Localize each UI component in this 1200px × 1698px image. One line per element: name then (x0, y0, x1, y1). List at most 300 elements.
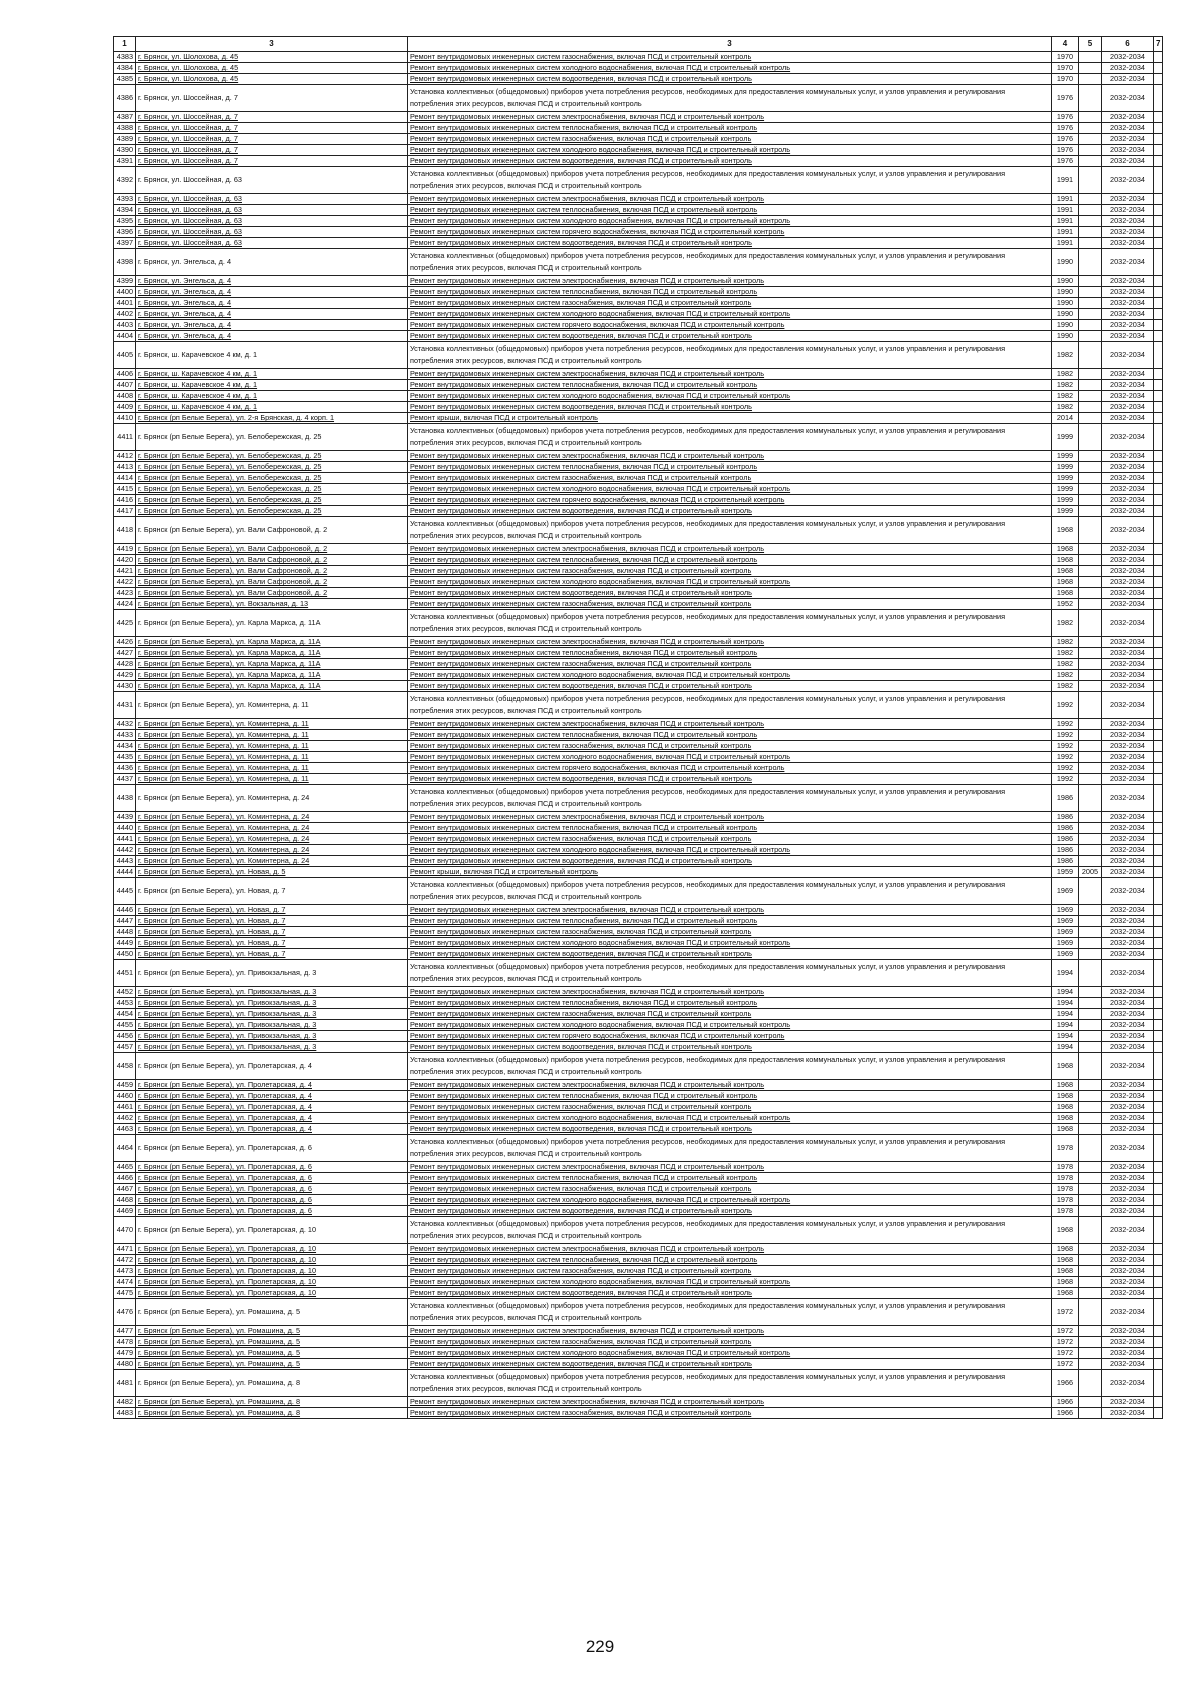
table-row (114, 194, 1163, 205)
building-address: г. Брянск (рп Белые Берега), ул. Новая, д. 7 (136, 916, 408, 927)
planned-period: 2032-2034 (1102, 1397, 1154, 1408)
table-row (114, 238, 1163, 249)
last-repair-year (1079, 1102, 1102, 1113)
planned-period: 2032-2034 (1102, 123, 1154, 134)
repair-work-type: Ремонт внутридомовых инженерных систем газоснабжения, включая ПСД и строительный контроль (408, 927, 1052, 938)
planned-period: 2032-2034 (1102, 424, 1154, 451)
commissioning-year: 1982 (1052, 610, 1079, 637)
commissioning-year: 1952 (1052, 599, 1079, 610)
column-7-cell (1154, 473, 1163, 484)
repair-work-type: Ремонт внутридомовых инженерных систем холодного водоснабжения, включая ПСД и строительный контроль (408, 577, 1052, 588)
row-number: 4483 (114, 1408, 136, 1419)
building-address: г. Брянск, ул. Шоссейная, д. 7 (136, 85, 408, 112)
column-7-cell (1154, 276, 1163, 287)
row-number: 4438 (114, 785, 136, 812)
last-repair-year (1079, 1124, 1102, 1135)
planned-period: 2032-2034 (1102, 785, 1154, 812)
commissioning-year: 1968 (1052, 1080, 1079, 1091)
row-number: 4427 (114, 648, 136, 659)
last-repair-year (1079, 63, 1102, 74)
column-7-cell (1154, 555, 1163, 566)
building-address: г. Брянск (рп Белые Берега), ул. Пролетарская, д. 10 (136, 1266, 408, 1277)
row-number: 4460 (114, 1091, 136, 1102)
table-row (114, 785, 1163, 812)
row-number: 4470 (114, 1217, 136, 1244)
table-row (114, 506, 1163, 517)
repair-work-type: Ремонт внутридомовых инженерных систем электроснабжения, включая ПСД и строительный контроль (408, 1162, 1052, 1173)
building-address: г. Брянск (рп Белые Берега), ул. Новая, д. 7 (136, 905, 408, 916)
table-row (114, 1031, 1163, 1042)
planned-period: 2032-2034 (1102, 659, 1154, 670)
planned-period: 2032-2034 (1102, 145, 1154, 156)
last-repair-year (1079, 74, 1102, 85)
building-address: г. Брянск, ул. Шоссейная, д. 7 (136, 134, 408, 145)
commissioning-year: 1990 (1052, 331, 1079, 342)
building-address: г. Брянск, ул. Энгельса, д. 4 (136, 276, 408, 287)
repair-work-type: Ремонт внутридомовых инженерных систем газоснабжения, включая ПСД и строительный контроль (408, 741, 1052, 752)
table-row (114, 331, 1163, 342)
column-7-cell (1154, 823, 1163, 834)
building-address: г. Брянск, ш. Карачевское 4 км, д. 1 (136, 402, 408, 413)
column-7-cell (1154, 856, 1163, 867)
row-number: 4399 (114, 276, 136, 287)
planned-period: 2032-2034 (1102, 555, 1154, 566)
column-7-cell (1154, 238, 1163, 249)
last-repair-year (1079, 1370, 1102, 1397)
building-address: г. Брянск (рп Белые Берега), ул. Привокзальная, д. 3 (136, 1031, 408, 1042)
last-repair-year (1079, 1348, 1102, 1359)
commissioning-year: 1970 (1052, 74, 1079, 85)
column-header: 1 (114, 37, 136, 52)
building-address: г. Брянск (рп Белые Берега), ул. Новая, д. 7 (136, 938, 408, 949)
column-7-cell (1154, 287, 1163, 298)
row-number: 4443 (114, 856, 136, 867)
commissioning-year: 1968 (1052, 1244, 1079, 1255)
repair-work-type: Ремонт внутридомовых инженерных систем холодного водоснабжения, включая ПСД и строительный контроль (408, 938, 1052, 949)
last-repair-year (1079, 1255, 1102, 1266)
planned-period: 2032-2034 (1102, 85, 1154, 112)
column-7-cell (1154, 74, 1163, 85)
building-address: г. Брянск (рп Белые Берега), ул. Белобережская, д. 25 (136, 473, 408, 484)
last-repair-year (1079, 960, 1102, 987)
row-number: 4446 (114, 905, 136, 916)
commissioning-year: 1968 (1052, 566, 1079, 577)
column-7-cell (1154, 659, 1163, 670)
table-row (114, 320, 1163, 331)
column-7-cell (1154, 484, 1163, 495)
column-7-cell (1154, 205, 1163, 216)
table-row (114, 916, 1163, 927)
last-repair-year (1079, 473, 1102, 484)
column-7-cell (1154, 763, 1163, 774)
planned-period: 2032-2034 (1102, 331, 1154, 342)
table-row (114, 167, 1163, 194)
last-repair-year (1079, 588, 1102, 599)
repair-work-type: Ремонт внутридомовых инженерных систем водоотведения, включая ПСД и строительный контроль (408, 506, 1052, 517)
commissioning-year: 1991 (1052, 227, 1079, 238)
row-number: 4451 (114, 960, 136, 987)
building-address: г. Брянск (рп Белые Берега), ул. Привокзальная, д. 3 (136, 987, 408, 998)
repair-work-type: Установка коллективных (общедомовых) приборов учета потребления ресурсов, необходимых для предоставления коммунальных услуг, и узлов управления и регулирования потребления этих ресурсов, включая ПСД и строительный контроль (408, 960, 1052, 987)
row-number: 4417 (114, 506, 136, 517)
building-address: г. Брянск (рп Белые Берега), ул. Коминтерна, д. 24 (136, 856, 408, 867)
commissioning-year: 1990 (1052, 309, 1079, 320)
commissioning-year: 1982 (1052, 659, 1079, 670)
commissioning-year: 1999 (1052, 451, 1079, 462)
table-row (114, 473, 1163, 484)
column-7-cell (1154, 1348, 1163, 1359)
planned-period: 2032-2034 (1102, 134, 1154, 145)
last-repair-year (1079, 823, 1102, 834)
repair-work-type: Ремонт внутридомовых инженерных систем холодного водоснабжения, включая ПСД и строительный контроль (408, 1277, 1052, 1288)
last-repair-year (1079, 156, 1102, 167)
repair-work-type: Ремонт внутридомовых инженерных систем газоснабжения, включая ПСД и строительный контроль (408, 52, 1052, 63)
building-address: г. Брянск, ул. Шоссейная, д. 63 (136, 167, 408, 194)
commissioning-year: 1999 (1052, 495, 1079, 506)
last-repair-year (1079, 238, 1102, 249)
row-number: 4473 (114, 1266, 136, 1277)
repair-work-type: Установка коллективных (общедомовых) приборов учета потребления ресурсов, необходимых для предоставления коммунальных услуг, и узлов управления и регулирования потребления этих ресурсов, включая ПСД и строительный контроль (408, 342, 1052, 369)
building-address: г. Брянск (рп Белые Берега), ул. Вали Сафроновой, д. 2 (136, 544, 408, 555)
commissioning-year: 1999 (1052, 424, 1079, 451)
building-address: г. Брянск (рп Белые Берега), ул. Вали Сафроновой, д. 2 (136, 566, 408, 577)
row-number: 4448 (114, 927, 136, 938)
last-repair-year (1079, 52, 1102, 63)
last-repair-year (1079, 1080, 1102, 1091)
row-number: 4397 (114, 238, 136, 249)
column-7-cell (1154, 1091, 1163, 1102)
row-number: 4458 (114, 1053, 136, 1080)
table-row (114, 63, 1163, 74)
column-7-cell (1154, 85, 1163, 112)
row-number: 4419 (114, 544, 136, 555)
repair-work-type: Ремонт внутридомовых инженерных систем водоотведения, включая ПСД и строительный контроль (408, 1042, 1052, 1053)
row-number: 4441 (114, 834, 136, 845)
table-row (114, 287, 1163, 298)
row-number: 4403 (114, 320, 136, 331)
repair-work-type: Ремонт внутридомовых инженерных систем теплоснабжения, включая ПСД и строительный контроль (408, 287, 1052, 298)
repair-work-type: Ремонт внутридомовых инженерных систем горячего водоснабжения, включая ПСД и строительный контроль (408, 495, 1052, 506)
table-row (114, 462, 1163, 473)
table-row (114, 276, 1163, 287)
repair-work-type: Ремонт внутридомовых инженерных систем электроснабжения, включая ПСД и строительный контроль (408, 451, 1052, 462)
commissioning-year: 1976 (1052, 123, 1079, 134)
last-repair-year (1079, 998, 1102, 1009)
column-7-cell (1154, 369, 1163, 380)
repair-work-type: Ремонт внутридомовых инженерных систем водоотведения, включая ПСД и строительный контроль (408, 331, 1052, 342)
planned-period: 2032-2034 (1102, 227, 1154, 238)
row-number: 4422 (114, 577, 136, 588)
column-7-cell (1154, 752, 1163, 763)
planned-period: 2032-2034 (1102, 927, 1154, 938)
row-number: 4405 (114, 342, 136, 369)
row-number: 4406 (114, 369, 136, 380)
row-number: 4400 (114, 287, 136, 298)
last-repair-year (1079, 774, 1102, 785)
building-address: г. Брянск (рп Белые Берега), ул. Коминтерна, д. 24 (136, 834, 408, 845)
commissioning-year: 1970 (1052, 63, 1079, 74)
repair-work-type: Установка коллективных (общедомовых) приборов учета потребления ресурсов, необходимых для предоставления коммунальных услуг, и узлов управления и регулирования потребления этих ресурсов, включая ПСД и строительный контроль (408, 85, 1052, 112)
column-7-cell (1154, 670, 1163, 681)
building-address: г. Брянск (рп Белые Берега), ул. Привокзальная, д. 3 (136, 1009, 408, 1020)
planned-period: 2032-2034 (1102, 960, 1154, 987)
row-number: 4416 (114, 495, 136, 506)
planned-period: 2032-2034 (1102, 238, 1154, 249)
column-7-cell (1154, 1053, 1163, 1080)
planned-period: 2032-2034 (1102, 287, 1154, 298)
repair-work-type: Ремонт внутридомовых инженерных систем электроснабжения, включая ПСД и строительный контроль (408, 905, 1052, 916)
table-row (114, 692, 1163, 719)
building-address: г. Брянск, ул. Шолохова, д. 45 (136, 74, 408, 85)
building-address: г. Брянск, ул. Энгельса, д. 4 (136, 249, 408, 276)
building-address: г. Брянск, ул. Энгельса, д. 4 (136, 320, 408, 331)
table-row (114, 1408, 1163, 1419)
row-number: 4408 (114, 391, 136, 402)
repair-work-type: Ремонт внутридомовых инженерных систем водоотведения, включая ПСД и строительный контроль (408, 856, 1052, 867)
last-repair-year (1079, 134, 1102, 145)
building-address: г. Брянск (рп Белые Берега), ул. Пролетарская, д. 6 (136, 1206, 408, 1217)
column-7-cell (1154, 938, 1163, 949)
commissioning-year: 1968 (1052, 1288, 1079, 1299)
table-row (114, 927, 1163, 938)
repair-work-type: Установка коллективных (общедомовых) приборов учета потребления ресурсов, необходимых для предоставления коммунальных услуг, и узлов управления и регулирования потребления этих ресурсов, включая ПСД и строительный контроль (408, 424, 1052, 451)
table-row (114, 451, 1163, 462)
building-address: г. Брянск (рп Белые Берега), ул. Коминтерна, д. 11 (136, 774, 408, 785)
commissioning-year: 1968 (1052, 1217, 1079, 1244)
row-number: 4432 (114, 719, 136, 730)
planned-period: 2032-2034 (1102, 867, 1154, 878)
building-address: г. Брянск (рп Белые Берега), ул. Карла Маркса, д. 11А (136, 670, 408, 681)
column-7-cell (1154, 342, 1163, 369)
repair-work-type: Ремонт внутридомовых инженерных систем теплоснабжения, включая ПСД и строительный контроль (408, 998, 1052, 1009)
repair-work-type: Ремонт внутридомовых инженерных систем теплоснабжения, включая ПСД и строительный контроль (408, 730, 1052, 741)
row-number: 4461 (114, 1102, 136, 1113)
row-number: 4431 (114, 692, 136, 719)
planned-period: 2032-2034 (1102, 63, 1154, 74)
last-repair-year (1079, 506, 1102, 517)
last-repair-year (1079, 878, 1102, 905)
repair-work-type: Ремонт внутридомовых инженерных систем газоснабжения, включая ПСД и строительный контроль (408, 834, 1052, 845)
last-repair-year (1079, 391, 1102, 402)
last-repair-year (1079, 298, 1102, 309)
row-number: 4444 (114, 867, 136, 878)
planned-period: 2032-2034 (1102, 1206, 1154, 1217)
commissioning-year: 1968 (1052, 1091, 1079, 1102)
column-7-cell (1154, 506, 1163, 517)
planned-period: 2032-2034 (1102, 916, 1154, 927)
column-7-cell (1154, 1217, 1163, 1244)
planned-period: 2032-2034 (1102, 856, 1154, 867)
column-7-cell (1154, 1370, 1163, 1397)
commissioning-year: 1994 (1052, 987, 1079, 998)
row-number: 4479 (114, 1348, 136, 1359)
commissioning-year: 1982 (1052, 391, 1079, 402)
last-repair-year (1079, 413, 1102, 424)
building-address: г. Брянск (рп Белые Берега), ул. Ромашина, д. 5 (136, 1337, 408, 1348)
commissioning-year: 1990 (1052, 249, 1079, 276)
last-repair-year (1079, 1091, 1102, 1102)
repair-work-type: Ремонт внутридомовых инженерных систем водоотведения, включая ПСД и строительный контроль (408, 238, 1052, 249)
planned-period: 2032-2034 (1102, 763, 1154, 774)
repair-work-type: Ремонт внутридомовых инженерных систем электроснабжения, включая ПСД и строительный контроль (408, 544, 1052, 555)
repair-work-type: Ремонт внутридомовых инженерных систем электроснабжения, включая ПСД и строительный контроль (408, 276, 1052, 287)
table-row (114, 1091, 1163, 1102)
repair-work-type: Ремонт внутридомовых инженерных систем теплоснабжения, включая ПСД и строительный контроль (408, 123, 1052, 134)
commissioning-year: 1999 (1052, 462, 1079, 473)
last-repair-year (1079, 1053, 1102, 1080)
column-7-cell (1154, 517, 1163, 544)
last-repair-year (1079, 1397, 1102, 1408)
commissioning-year: 1992 (1052, 774, 1079, 785)
last-repair-year (1079, 369, 1102, 380)
repair-work-type: Ремонт внутридомовых инженерных систем теплоснабжения, включая ПСД и строительный контроль (408, 380, 1052, 391)
table-row (114, 599, 1163, 610)
row-number: 4411 (114, 424, 136, 451)
table-row (114, 730, 1163, 741)
commissioning-year: 1972 (1052, 1299, 1079, 1326)
last-repair-year (1079, 681, 1102, 692)
row-number: 4482 (114, 1397, 136, 1408)
row-number: 4437 (114, 774, 136, 785)
table-row (114, 1042, 1163, 1053)
commissioning-year: 1969 (1052, 949, 1079, 960)
building-address: г. Брянск (рп Белые Берега), ул. Пролетарская, д. 4 (136, 1091, 408, 1102)
planned-period: 2032-2034 (1102, 451, 1154, 462)
row-number: 4424 (114, 599, 136, 610)
repair-work-type: Установка коллективных (общедомовых) приборов учета потребления ресурсов, необходимых для предоставления коммунальных услуг, и узлов управления и регулирования потребления этих ресурсов, включая ПСД и строительный контроль (408, 1370, 1052, 1397)
table-body (114, 37, 1163, 1419)
last-repair-year (1079, 1217, 1102, 1244)
column-header: 4 (1052, 37, 1079, 52)
building-address: г. Брянск, ул. Шоссейная, д. 63 (136, 205, 408, 216)
table-row (114, 369, 1163, 380)
column-7-cell (1154, 249, 1163, 276)
row-number: 4467 (114, 1184, 136, 1195)
table-row (114, 938, 1163, 949)
table-row (114, 1337, 1163, 1348)
planned-period: 2032-2034 (1102, 309, 1154, 320)
last-repair-year (1079, 730, 1102, 741)
last-repair-year (1079, 763, 1102, 774)
building-address: г. Брянск (рп Белые Берега), ул. Привокзальная, д. 3 (136, 960, 408, 987)
table-row (114, 834, 1163, 845)
commissioning-year: 1986 (1052, 823, 1079, 834)
building-address: г. Брянск (рп Белые Берега), ул. Коминтерна, д. 11 (136, 719, 408, 730)
last-repair-year (1079, 1359, 1102, 1370)
repair-work-type: Ремонт внутридомовых инженерных систем электроснабжения, включая ПСД и строительный контроль (408, 112, 1052, 123)
repair-work-type: Ремонт внутридомовых инженерных систем горячего водоснабжения, включая ПСД и строительный контроль (408, 320, 1052, 331)
column-7-cell (1154, 741, 1163, 752)
row-number: 4425 (114, 610, 136, 637)
commissioning-year: 1990 (1052, 298, 1079, 309)
column-7-cell (1154, 987, 1163, 998)
repair-work-type: Ремонт внутридомовых инженерных систем теплоснабжения, включая ПСД и строительный контроль (408, 205, 1052, 216)
table-row (114, 577, 1163, 588)
building-address: г. Брянск (рп Белые Берега), ул. Пролетарская, д. 4 (136, 1102, 408, 1113)
column-7-cell (1154, 1299, 1163, 1326)
repair-work-type: Ремонт внутридомовых инженерных систем электроснабжения, включая ПСД и строительный контроль (408, 987, 1052, 998)
last-repair-year (1079, 424, 1102, 451)
planned-period: 2032-2034 (1102, 473, 1154, 484)
commissioning-year: 1990 (1052, 320, 1079, 331)
planned-period: 2032-2034 (1102, 1053, 1154, 1080)
last-repair-year (1079, 484, 1102, 495)
column-7-cell (1154, 1277, 1163, 1288)
commissioning-year: 1994 (1052, 1009, 1079, 1020)
table-row (114, 905, 1163, 916)
column-7-cell (1154, 380, 1163, 391)
building-address: г. Брянск, ул. Шоссейная, д. 7 (136, 123, 408, 134)
planned-period: 2032-2034 (1102, 878, 1154, 905)
repair-work-type: Ремонт внутридомовых инженерных систем водоотведения, включая ПСД и строительный контроль (408, 402, 1052, 413)
commissioning-year: 1968 (1052, 1053, 1079, 1080)
building-address: г. Брянск, ул. Шоссейная, д. 7 (136, 156, 408, 167)
repair-work-type: Установка коллективных (общедомовых) приборов учета потребления ресурсов, необходимых для предоставления коммунальных услуг, и узлов управления и регулирования потребления этих ресурсов, включая ПСД и строительный контроль (408, 167, 1052, 194)
table-row (114, 1348, 1163, 1359)
last-repair-year (1079, 599, 1102, 610)
repair-work-type: Ремонт внутридомовых инженерных систем газоснабжения, включая ПСД и строительный контроль (408, 473, 1052, 484)
column-7-cell (1154, 719, 1163, 730)
planned-period: 2032-2034 (1102, 1408, 1154, 1419)
last-repair-year (1079, 194, 1102, 205)
planned-period: 2032-2034 (1102, 730, 1154, 741)
table-row (114, 227, 1163, 238)
table-row (114, 845, 1163, 856)
last-repair-year (1079, 451, 1102, 462)
column-7-cell (1154, 905, 1163, 916)
column-7-cell (1154, 1031, 1163, 1042)
table-row (114, 878, 1163, 905)
repair-work-type: Ремонт внутридомовых инженерных систем водоотведения, включая ПСД и строительный контроль (408, 949, 1052, 960)
repair-work-type: Ремонт внутридомовых инженерных систем водоотведения, включая ПСД и строительный контроль (408, 1124, 1052, 1135)
planned-period: 2032-2034 (1102, 823, 1154, 834)
column-7-cell (1154, 462, 1163, 473)
row-number: 4474 (114, 1277, 136, 1288)
column-7-cell (1154, 1206, 1163, 1217)
row-number: 4414 (114, 473, 136, 484)
column-7-cell (1154, 774, 1163, 785)
repair-work-type: Ремонт внутридомовых инженерных систем холодного водоснабжения, включая ПСД и строительный контроль (408, 63, 1052, 74)
table-row (114, 719, 1163, 730)
planned-period: 2032-2034 (1102, 1370, 1154, 1397)
table-row (114, 205, 1163, 216)
commissioning-year: 1999 (1052, 473, 1079, 484)
column-7-cell (1154, 216, 1163, 227)
repair-work-type: Ремонт внутридомовых инженерных систем теплоснабжения, включая ПСД и строительный контроль (408, 1173, 1052, 1184)
planned-period: 2032-2034 (1102, 391, 1154, 402)
last-repair-year (1079, 566, 1102, 577)
row-number: 4395 (114, 216, 136, 227)
commissioning-year: 1991 (1052, 167, 1079, 194)
repair-work-type: Ремонт внутридомовых инженерных систем водоотведения, включая ПСД и строительный контроль (408, 588, 1052, 599)
repair-work-type: Ремонт внутридомовых инженерных систем теплоснабжения, включая ПСД и строительный контроль (408, 1255, 1052, 1266)
repair-work-type: Ремонт внутридомовых инженерных систем водоотведения, включая ПСД и строительный контроль (408, 1359, 1052, 1370)
column-7-cell (1154, 1162, 1163, 1173)
row-number: 4459 (114, 1080, 136, 1091)
repair-work-type: Установка коллективных (общедомовых) приборов учета потребления ресурсов, необходимых для предоставления коммунальных услуг, и узлов управления и регулирования потребления этих ресурсов, включая ПСД и строительный контроль (408, 1299, 1052, 1326)
table-row (114, 1009, 1163, 1020)
last-repair-year (1079, 741, 1102, 752)
planned-period: 2032-2034 (1102, 1326, 1154, 1337)
last-repair-year (1079, 227, 1102, 238)
last-repair-year (1079, 719, 1102, 730)
planned-period: 2032-2034 (1102, 52, 1154, 63)
planned-period: 2032-2034 (1102, 1042, 1154, 1053)
column-7-cell (1154, 1359, 1163, 1370)
building-address: г. Брянск, ш. Карачевское 4 км, д. 1 (136, 380, 408, 391)
last-repair-year (1079, 309, 1102, 320)
table-row (114, 1217, 1163, 1244)
